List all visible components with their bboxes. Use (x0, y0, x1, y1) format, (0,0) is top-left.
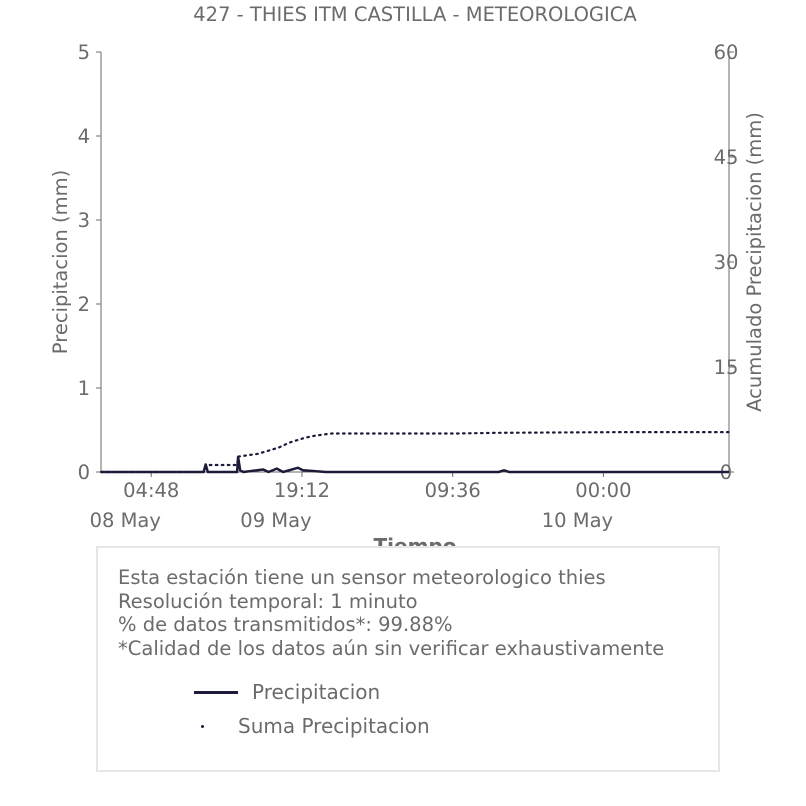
y-left-tick-label: 4 (77, 125, 90, 148)
info-text (118, 566, 664, 660)
series-layer (101, 432, 729, 472)
x-tick-date-label: 08 May (89, 509, 161, 532)
y-right-tick-label: 15 (713, 356, 739, 379)
y-axis-left-label: Precipitacion (mm) (49, 169, 72, 355)
y-right-tick-label: 30 (713, 251, 739, 274)
info-line-resolution: Resolución temporal: 1 minuto (118, 589, 418, 613)
x-tick-time-label: 00:00 (575, 479, 632, 502)
x-tick-time-label: 04:48 (123, 479, 180, 502)
x-tick-date-label: 09 May (240, 509, 312, 532)
y-right-tick-label: 45 (713, 146, 739, 169)
y-right-tick-label: 60 (713, 41, 739, 64)
y-left-tick-label: 5 (77, 41, 90, 64)
x-ticks (90, 472, 632, 532)
y-left-tick-label: 3 (77, 209, 90, 232)
legend-item-precipitacion (194, 680, 380, 704)
legend-label-precipitacion: Precipitacion (252, 680, 381, 704)
y-axis-right-label: Acumulado Precipitacion (mm) (743, 112, 766, 412)
info-line-transmitted: % de datos transmitidos*: 99.88% (118, 613, 453, 636)
info-line-quality: *Calidad de los datos aún sin verificar exhaustivamente (118, 636, 665, 660)
legend-line-swatch (194, 691, 238, 694)
legend-item-suma (201, 714, 430, 738)
y-right-ticks (714, 41, 739, 484)
legend-dot-swatch (201, 725, 204, 728)
chart-title: 427 - THIES ITM CASTILLA - METEOROLOGICA (193, 3, 637, 26)
y-right-tick-label: 0 (719, 461, 733, 484)
legend-label-suma: Suma Precipitacion (238, 714, 430, 738)
y-left-tick-label: 2 (77, 293, 90, 316)
series-suma-precipitacion (101, 432, 729, 472)
x-tick-date-label: 10 May (541, 509, 614, 532)
info-line-station: Esta estación tiene un sensor meteorologico thies (118, 566, 606, 589)
series-precipitacion (101, 457, 729, 472)
info-legend-box (96, 546, 720, 772)
y-left-tick-label: 0 (77, 461, 90, 484)
axes (101, 52, 729, 472)
y-left-tick-label: 1 (77, 377, 90, 400)
x-tick-time-label: 19:12 (273, 479, 331, 502)
y-left-ticks (78, 41, 101, 484)
x-tick-time-label: 09:36 (424, 479, 481, 502)
